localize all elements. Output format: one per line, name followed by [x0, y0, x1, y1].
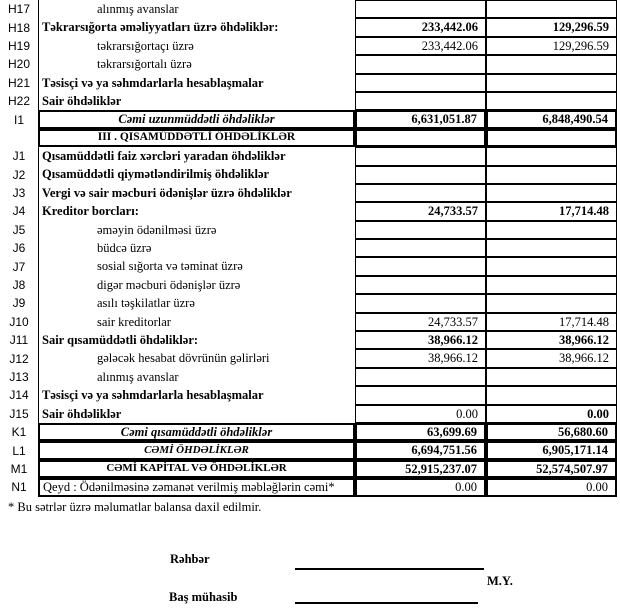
row-code: J14 — [9, 388, 29, 403]
row-value-col2 — [486, 55, 617, 73]
table-row — [0, 313, 617, 331]
row-code: H22 — [7, 94, 30, 109]
row-value-col1: 38,966.12 — [355, 349, 486, 367]
row-value-col2 — [486, 166, 617, 184]
row-value-col1 — [355, 221, 486, 239]
row-value-col2: 52,574,507.97 — [486, 460, 617, 478]
row-code: J4 — [12, 204, 26, 219]
row-label: təkrarsığortaçı üzrə — [38, 37, 355, 55]
row-value-col2: 6,905,171.14 — [486, 441, 617, 459]
table-row — [0, 478, 617, 496]
row-code: K1 — [11, 425, 27, 440]
row-value-col1 — [355, 239, 486, 257]
row-value-col1 — [355, 368, 486, 386]
row-value-col2: 38,966.12 — [486, 349, 617, 367]
row-label: təkrarsığortalı üzrə — [38, 55, 355, 73]
row-code: J10 — [9, 314, 29, 329]
row-code: N1 — [11, 480, 27, 495]
row-code — [0, 129, 38, 147]
row-label: gələcək hesabat dövrünün gəlirləri — [38, 349, 355, 367]
row-label: CƏMİ KAPİTAL VƏ ÖHDƏLİKLƏR — [38, 460, 355, 478]
table-row — [0, 147, 617, 165]
table-row — [0, 129, 617, 147]
row-label: sair kreditorlar — [38, 313, 355, 331]
table-row — [0, 166, 617, 184]
row-code: J15 — [9, 406, 29, 421]
row-code: J3 — [12, 186, 26, 201]
table-row — [0, 18, 617, 36]
row-label: alınmış avanslar — [38, 0, 355, 18]
row-code: J9 — [12, 296, 26, 311]
table-row — [0, 202, 617, 220]
row-value-col1: 6,631,051.87 — [355, 110, 486, 128]
row-label: Cəmi uzunmüddətli öhdəliklər — [38, 110, 355, 128]
row-value-col2 — [486, 184, 617, 202]
row-label: Qeyd : Ödənilməsinə zəmanət verilmiş məbləğlərin cəmi* — [38, 478, 355, 496]
table-row — [0, 441, 617, 459]
row-value-col2: 0.00 — [486, 478, 617, 496]
row-value-col2: 38,966.12 — [486, 331, 617, 349]
row-code: J12 — [9, 351, 29, 366]
row-label: Təkrarsığorta əməliyyatları üzrə öhdəliklər: — [38, 18, 355, 36]
row-value-col1 — [355, 55, 486, 73]
table-row — [0, 276, 617, 294]
leader-signature-label: Rəhbər — [170, 552, 210, 566]
row-label: Vergi və sair məcburi ödənişlər üzrə öhdəliklər — [38, 184, 355, 202]
table-row — [0, 221, 617, 239]
row-value-col2 — [486, 294, 617, 312]
row-value-col2 — [486, 92, 617, 110]
row-label: Qısamüddətli faiz xərcləri yaradan öhdəliklər — [38, 147, 355, 165]
row-value-col2 — [486, 221, 617, 239]
chief-accountant-signature-line — [295, 602, 478, 604]
row-value-col2 — [486, 257, 617, 275]
row-label: digər məcburi ödənişlər üzrə — [38, 276, 355, 294]
row-label: Cəmi qısamüddətli öhdəliklər — [38, 423, 355, 441]
table-row — [0, 460, 617, 478]
row-value-col1: 63,699.69 — [355, 423, 486, 441]
stamp-place-label: M.Y. — [487, 574, 513, 588]
footnote-text: * Bu sətrlər üzrə məlumatlar balansa daxil edilmir. — [8, 500, 262, 514]
row-label: Sair öhdəliklər — [38, 92, 355, 110]
row-value-col2: 6,848,490.54 — [486, 110, 617, 128]
row-value-col1: 24,733.57 — [355, 202, 486, 220]
row-value-col2 — [486, 239, 617, 257]
row-code: J11 — [9, 333, 29, 348]
row-code: H19 — [7, 38, 30, 53]
row-code: H17 — [7, 2, 30, 17]
row-value-col2: 0.00 — [486, 405, 617, 423]
row-label: alınmış avanslar — [38, 368, 355, 386]
table-row — [0, 368, 617, 386]
row-value-col1: 0.00 — [355, 478, 486, 496]
table-row — [0, 294, 617, 312]
row-value-col2: 129,296.59 — [486, 37, 617, 55]
row-value-col1: 233,442.06 — [355, 18, 486, 36]
row-label: asılı təşkilatlar üzrə — [38, 294, 355, 312]
row-code: H21 — [7, 75, 30, 90]
table-row — [0, 184, 617, 202]
table-row — [0, 257, 617, 275]
row-label: III . QISAMÜDDƏTLİ ÖHDƏLİKLƏR — [38, 129, 355, 147]
table-row — [0, 349, 617, 367]
table-row — [0, 74, 617, 92]
row-code: J6 — [12, 241, 26, 256]
row-code: J1 — [12, 149, 26, 164]
row-code: H18 — [7, 20, 30, 35]
row-value-col2: 17,714.48 — [486, 313, 617, 331]
row-value-col2 — [486, 74, 617, 92]
leader-signature-line — [295, 568, 484, 570]
row-code: H20 — [7, 57, 30, 72]
row-code: M1 — [10, 461, 28, 476]
row-value-col2 — [486, 129, 617, 147]
row-value-col1 — [355, 147, 486, 165]
row-label: Qısamüddətli qiymətləndirilmiş öhdəliklər — [38, 166, 355, 184]
row-label: CƏMİ ÖHDƏLİKLƏR — [38, 441, 355, 459]
table-row — [0, 37, 617, 55]
row-value-col1: 233,442.06 — [355, 37, 486, 55]
row-value-col2 — [486, 276, 617, 294]
row-value-col2 — [486, 368, 617, 386]
row-value-col1 — [355, 92, 486, 110]
row-value-col1 — [355, 74, 486, 92]
table-row — [0, 405, 617, 423]
row-label: büdcə üzrə — [38, 239, 355, 257]
row-label: əməyin ödənilməsi üzrə — [38, 221, 355, 239]
table-row — [0, 423, 617, 441]
row-value-col1 — [355, 276, 486, 294]
row-code: L1 — [12, 443, 26, 458]
row-value-col1: 24,733.57 — [355, 313, 486, 331]
row-label: Təsisçi və ya səhmdarlarla hesablaşmalar — [38, 386, 355, 404]
row-label: Sair qısamüddətli öhdəliklər: — [38, 331, 355, 349]
row-value-col1 — [355, 0, 486, 18]
row-code: J8 — [12, 278, 26, 293]
row-value-col2 — [486, 386, 617, 404]
table-row — [0, 0, 617, 18]
row-value-col1: 6,694,751.56 — [355, 441, 486, 459]
row-label: Kreditor borcları: — [38, 202, 355, 220]
row-value-col2: 129,296.59 — [486, 18, 617, 36]
row-label: Sair öhdəliklər — [38, 405, 355, 423]
row-value-col1 — [355, 166, 486, 184]
chief-accountant-signature-label: Baş mühasib — [169, 590, 238, 604]
table-row — [0, 331, 617, 349]
row-value-col2: 56,680.60 — [486, 423, 617, 441]
row-code: J2 — [12, 167, 26, 182]
row-code: J7 — [12, 259, 26, 274]
row-code: J13 — [9, 370, 29, 384]
table-row — [0, 386, 617, 404]
row-value-col1 — [355, 257, 486, 275]
row-code: I1 — [13, 112, 24, 127]
row-value-col2: 17,714.48 — [486, 202, 617, 220]
row-label: sosial sığorta və təminat üzrə — [38, 257, 355, 275]
row-value-col1: 38,966.12 — [355, 331, 486, 349]
row-value-col1 — [355, 184, 486, 202]
row-value-col1: 0.00 — [355, 405, 486, 423]
table-row — [0, 239, 617, 257]
table-row — [0, 92, 617, 110]
row-label: Təsisçi və ya səhmdarlarla hesablaşmalar — [38, 74, 355, 92]
row-value-col2 — [486, 0, 617, 18]
row-value-col2 — [486, 147, 617, 165]
table-row — [0, 55, 617, 73]
table-row — [0, 110, 617, 128]
row-value-col1 — [355, 129, 486, 147]
row-value-col1: 52,915,237.07 — [355, 460, 486, 478]
row-code: J5 — [12, 222, 26, 237]
row-value-col1 — [355, 294, 486, 312]
row-value-col1 — [355, 386, 486, 404]
